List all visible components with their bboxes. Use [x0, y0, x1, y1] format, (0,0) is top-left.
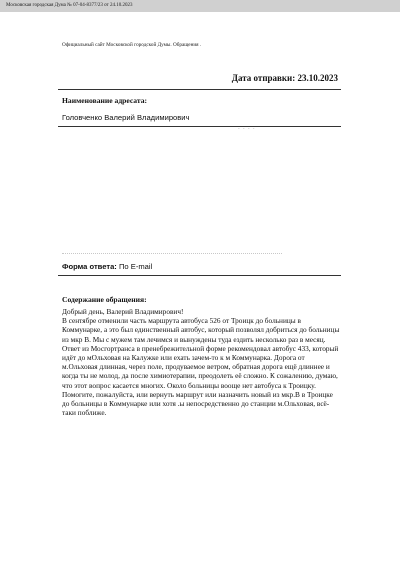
registration-stamp-text: Московская городская Дума № 07-04-8377/23 от 24.10.2023	[6, 3, 133, 8]
appeal-text	[62, 307, 342, 417]
addressee-title: Наименование адресата:	[62, 96, 148, 105]
divider-response	[58, 275, 341, 276]
site-caption: Официальный сайт Московской городской Думы. Обращения .	[62, 42, 202, 48]
faint-divider	[62, 253, 282, 255]
send-date-value: 23.10.2023	[297, 73, 338, 83]
appeal-body: В сентябре отменили часть маршрута автобуса 526 от Троицк до больницы в Коммунарке, а это был единственный автобус, который позволял добриться до больницы из мкр В. Мы с мужем там лечимся и вынуждены туда ездить несколько раз в месяц. Ответ из Мосгортранса в пренебрежительной форме рекомендовал автобус 433, который идёт до мОльховая на Калужке или ехать зачем-то к м Коммунарка. Дорога от м.Ольховая длинная, через поле, продуваемое ветром, обратная дорога ещё длиннее и когда ты не молод, да после химиотерапии, преодолеть её сложно. К сожалению, думаю, что этот вопрос касается многих. Около больницы вооще нет автобуса к Троицку. Помогите, пожалуйста, или вернуть маршрут или назначить новый из мкр.В в Троицке до больницы в Коммунарке или хотя .ы непосредственно до станции м.Ольховая, всё-таки поближе.	[62, 316, 340, 418]
response-form	[62, 262, 152, 271]
document-header-bar	[0, 0, 400, 12]
send-date	[232, 73, 338, 83]
response-form-value: По E-mail	[118, 262, 153, 271]
appeal-greeting: Добрый день, Валерий Владимирович!	[62, 307, 184, 316]
send-date-label: Дата отправки:	[231, 73, 296, 83]
divider-addressee	[58, 126, 341, 127]
content-title: Содержание обращения:	[62, 295, 147, 304]
response-form-label: Форма ответа:	[62, 262, 117, 271]
divider-top	[58, 89, 341, 90]
addressee-name: Головченко Валерий Владимирович	[62, 113, 190, 122]
faint-mark: - - - -	[238, 127, 256, 132]
